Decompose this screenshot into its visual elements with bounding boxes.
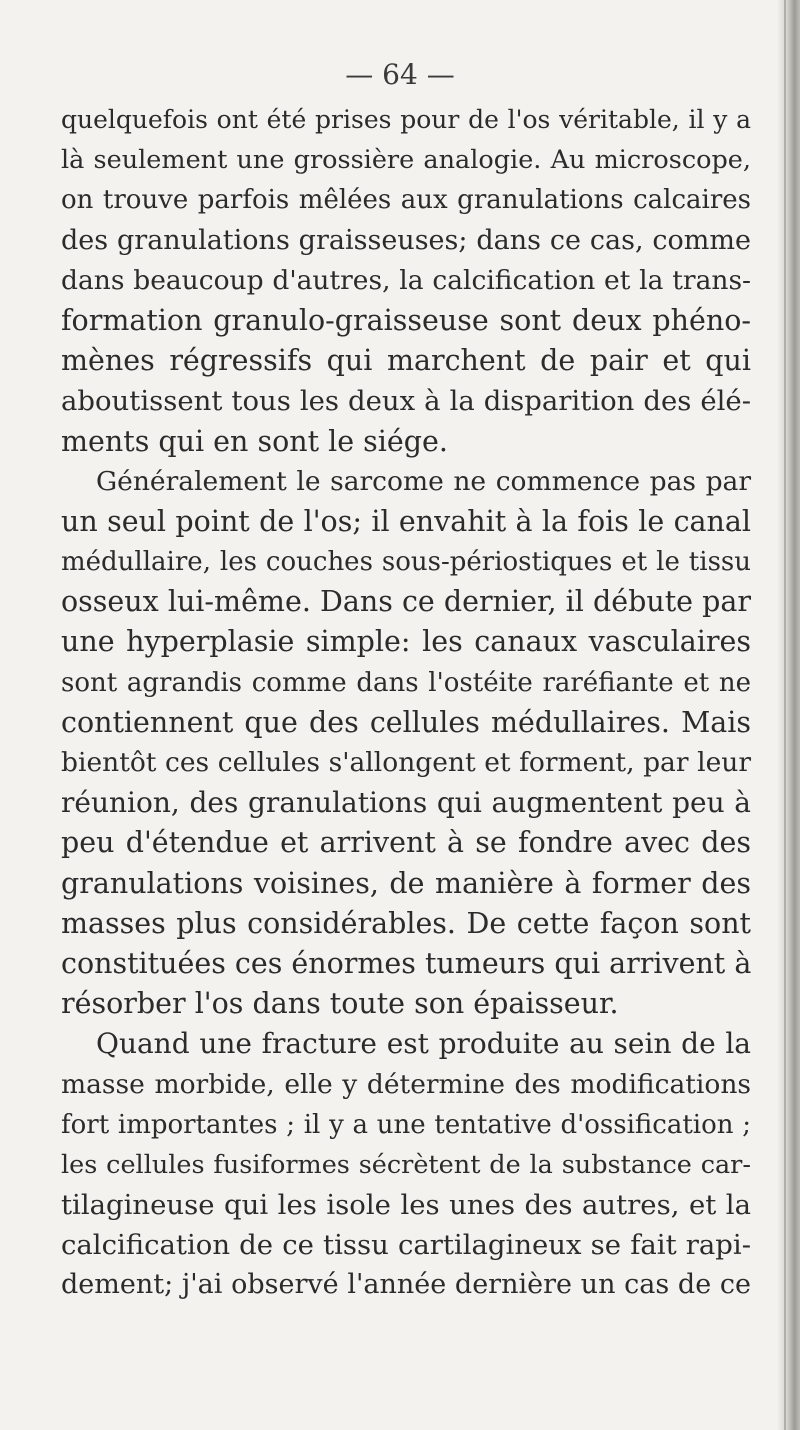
text-line: masse morbide, elle y détermine des modifications xyxy=(61,1068,751,1100)
text-line: dans beaucoup d'autres, la calcification et la trans- xyxy=(61,264,751,296)
text-line: Quand une fracture est produite au sein de la xyxy=(96,1027,751,1061)
page-number-header: — 64 — xyxy=(345,58,455,91)
text-line: granulations voisines, de manière à former des xyxy=(61,866,751,900)
text-line: les cellules fusiformes sécrètent de la substance car- xyxy=(61,1149,751,1180)
text-line: masses plus considérables. De cette façon sont xyxy=(61,906,751,940)
text-line: réunion, des granulations qui augmentent peu à xyxy=(61,786,751,820)
text-line: ments qui en sont le siége. xyxy=(61,424,448,458)
text-line: des granulations graisseuses; dans ce cas, comme xyxy=(61,224,751,256)
page-edge-line xyxy=(784,0,786,1430)
text-line: dement; j'ai observé l'année dernière un cas de ce xyxy=(61,1269,751,1301)
text-line: constituées ces énormes tumeurs qui arrivent à xyxy=(61,946,752,980)
text-line: quelquefois ont été prises pour de l'os véritable, il y a xyxy=(61,105,751,134)
text-line: sont agrandis comme dans l'ostéite raréfiante et ne xyxy=(61,667,751,698)
text-line: Généralement le sarcome ne commence pas par xyxy=(96,465,751,497)
text-line: un seul point de l'os; il envahit à la fois le canal xyxy=(61,504,751,538)
body-text xyxy=(61,100,751,1306)
text-line: peu d'étendue et arrivent à se fondre avec des xyxy=(61,826,751,860)
text-line: mènes régressifs qui marchent de pair et qui xyxy=(61,344,751,378)
text-line: médullaire, les couches sous-périostiques et le tissu xyxy=(61,547,751,578)
text-line: aboutissent tous les deux à la disparition des élé- xyxy=(61,385,751,418)
text-line: une hyperplasie simple: les canaux vasculaires xyxy=(61,625,751,659)
text-line: bientôt ces cellules s'allongent et forment, par leur xyxy=(61,747,751,778)
text-line: là seulement une grossière analogie. Au microscope, xyxy=(61,145,751,176)
text-line: tilagineuse qui les isole les unes des autres, et la xyxy=(61,1189,751,1222)
text-line: fort importantes ; il y a une tentative d'ossification ; xyxy=(61,1109,751,1140)
text-line: formation granulo-graisseuse sont deux phéno- xyxy=(61,303,751,337)
text-line: contiennent que des cellules médullaires. Mais xyxy=(61,705,751,739)
text-line: on trouve parfois mêlées aux granulations calcaires xyxy=(61,185,751,216)
page-edge-shadow xyxy=(778,0,800,1430)
text-line: osseux lui-même. Dans ce dernier, il débute par xyxy=(61,585,751,619)
text-line: calcification de ce tissu cartilagineux se fait rapi- xyxy=(61,1229,751,1262)
text-line: résorber l'os dans toute son épaisseur. xyxy=(61,987,619,1021)
